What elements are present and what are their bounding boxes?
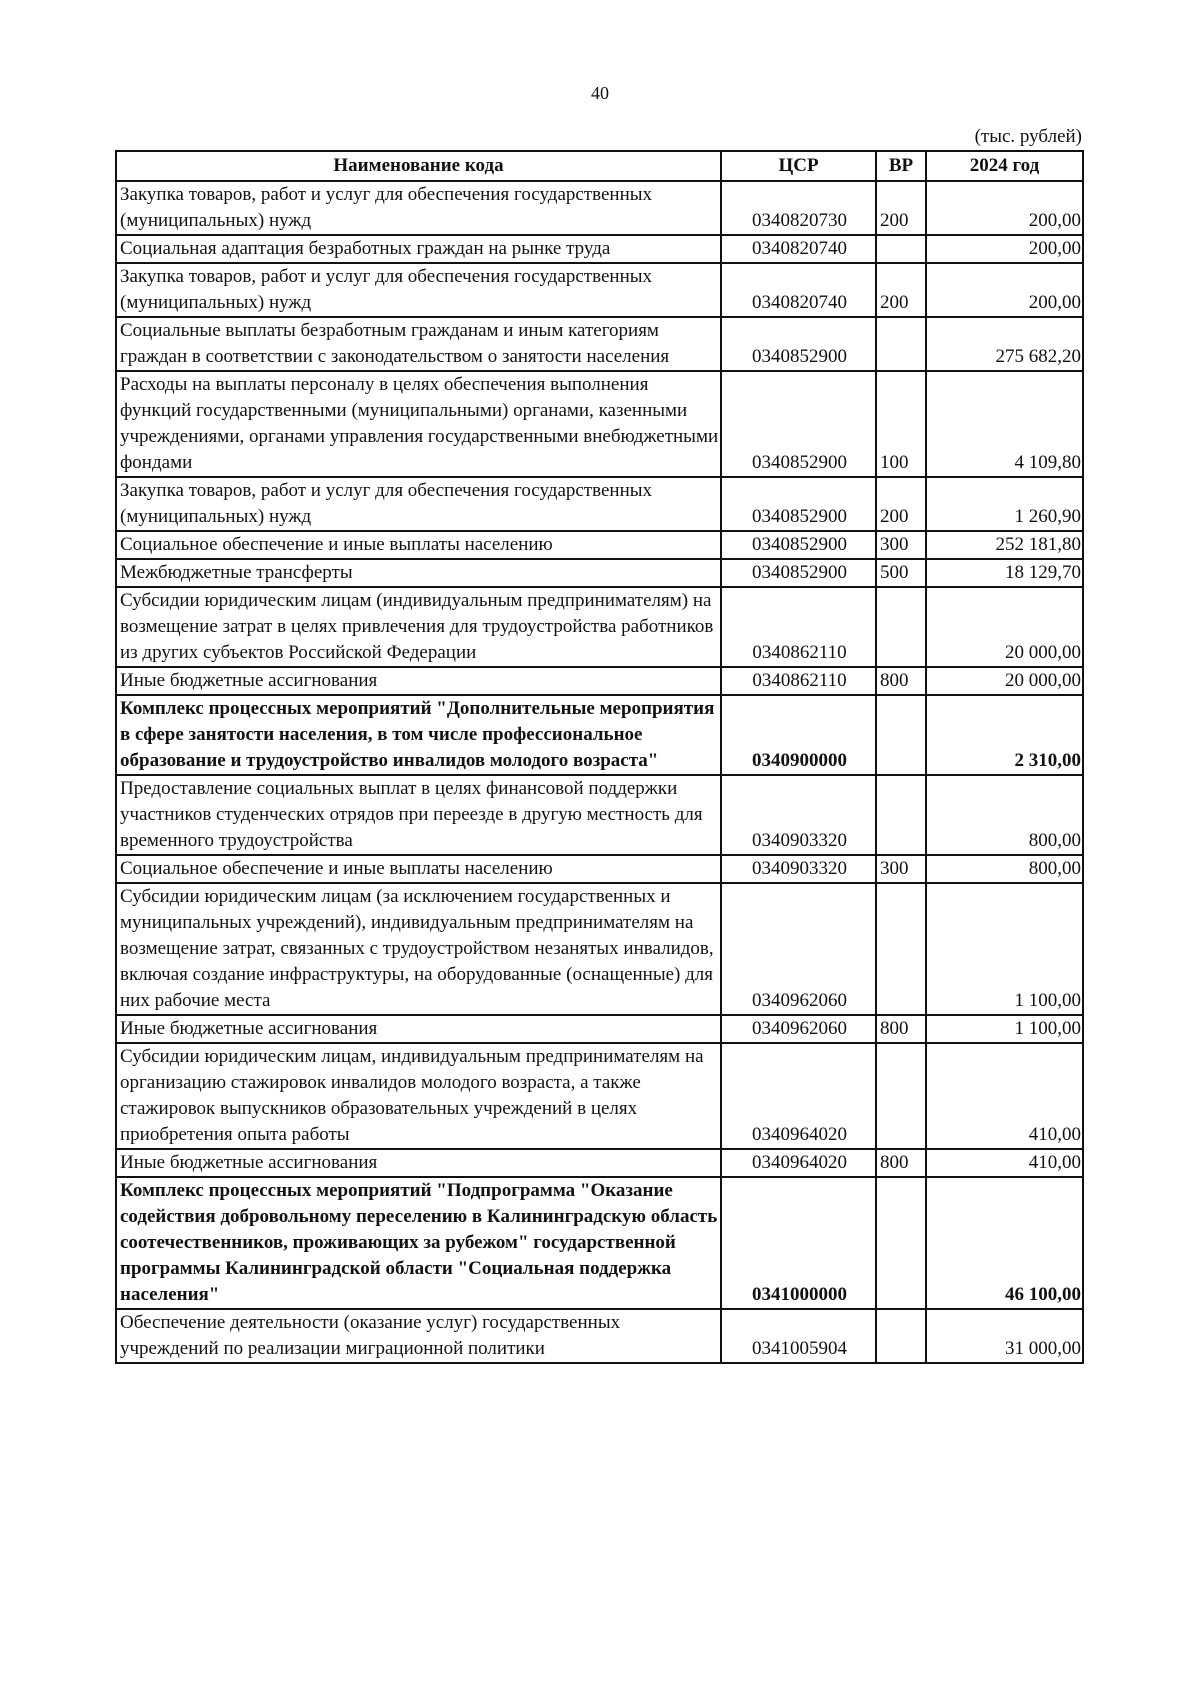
cell-csr: 0340852900 [721,531,876,559]
cell-name: Субсидии юридическим лицам, индивидуальным предпринимателям на организацию стажировок инвалидов молодого возраста, а также стажировок выпускников образовательных учреждений в целях приобретения опыта работы [116,1043,721,1149]
page-number: 40 [591,83,609,103]
cell-sum: 1 100,00 [926,1015,1083,1043]
header-sum: 2024 год [926,151,1083,181]
cell-sum: 18 129,70 [926,559,1083,587]
table-row [116,1309,1083,1363]
table-row [116,531,1083,559]
cell-name: Субсидии юридическим лицам (за исключением государственных и муниципальных учреждений), индивидуальным предпринимателям на возмещение затрат, связанных с трудоустройством незанятых инвалидов, включая создание инфраструктуры, на оборудованные (оснащенные) для них рабочие места [116,883,721,1015]
units-label: (тыс. рублей) [974,126,1082,147]
table-header [116,151,1083,181]
cell-sum: 410,00 [926,1149,1083,1177]
cell-vr [876,775,926,855]
cell-vr: 200 [876,263,926,317]
cell-sum: 46 100,00 [926,1177,1083,1309]
cell-csr: 0340903320 [721,855,876,883]
cell-sum: 410,00 [926,1043,1083,1149]
header-vr: ВР [876,151,926,181]
cell-vr [876,1309,926,1363]
cell-csr: 0340852900 [721,559,876,587]
cell-csr: 0340900000 [721,695,876,775]
cell-vr [876,587,926,667]
cell-vr [876,695,926,775]
cell-csr: 0340852900 [721,477,876,531]
cell-vr [876,1177,926,1309]
cell-csr: 0340852900 [721,371,876,477]
cell-csr: 0341005904 [721,1309,876,1363]
cell-csr: 0340820730 [721,181,876,235]
cell-name: Закупка товаров, работ и услуг для обеспечения государственных (муниципальных) нужд [116,181,721,235]
cell-name: Социальное обеспечение и иные выплаты населению [116,855,721,883]
budget-table [115,150,1084,1364]
header-name: Наименование кода [116,151,721,181]
cell-vr: 800 [876,1149,926,1177]
cell-vr [876,1043,926,1149]
cell-vr [876,883,926,1015]
cell-csr: 0340862110 [721,587,876,667]
cell-sum: 200,00 [926,235,1083,263]
table-row [116,371,1083,477]
cell-csr: 0340820740 [721,263,876,317]
table-row [116,1043,1083,1149]
table-row [116,317,1083,371]
cell-csr: 0340862110 [721,667,876,695]
table-row [116,1015,1083,1043]
cell-csr: 0340903320 [721,775,876,855]
cell-name: Комплекс процессных мероприятий "Подпрограмма "Оказание содействия добровольному переселению в Калининградскую область соотечественников, проживающих за рубежом" государственной программы Калининградской области "Социальная поддержка населения" [116,1177,721,1309]
table-row [116,883,1083,1015]
table-row [116,263,1083,317]
cell-csr: 0340964020 [721,1043,876,1149]
cell-sum: 252 181,80 [926,531,1083,559]
cell-name: Иные бюджетные ассигнования [116,667,721,695]
table-row [116,1177,1083,1309]
cell-csr: 0341000000 [721,1177,876,1309]
cell-name: Социальные выплаты безработным гражданам и иным категориям граждан в соответствии с законодательством о занятости населения [116,317,721,371]
cell-sum: 200,00 [926,181,1083,235]
cell-sum: 800,00 [926,775,1083,855]
cell-name: Обеспечение деятельности (оказание услуг) государственных учреждений по реализации миграционной политики [116,1309,721,1363]
table-body [116,181,1083,1363]
cell-name: Закупка товаров, работ и услуг для обеспечения государственных (муниципальных) нужд [116,263,721,317]
table-row [116,695,1083,775]
cell-csr: 0340962060 [721,1015,876,1043]
table-row [116,477,1083,531]
cell-csr: 0340962060 [721,883,876,1015]
header-row [116,151,1083,181]
cell-csr: 0340964020 [721,1149,876,1177]
cell-sum: 4 109,80 [926,371,1083,477]
cell-sum: 1 100,00 [926,883,1083,1015]
table-row [116,587,1083,667]
cell-name: Иные бюджетные ассигнования [116,1015,721,1043]
cell-name: Комплекс процессных мероприятий "Дополнительные мероприятия в сфере занятости населения, в том числе профессиональное образование и трудоустройство инвалидов молодого возраста" [116,695,721,775]
cell-name: Социальная адаптация безработных граждан на рынке труда [116,235,721,263]
cell-vr: 800 [876,1015,926,1043]
cell-csr: 0340852900 [721,317,876,371]
table-row [116,235,1083,263]
cell-vr: 500 [876,559,926,587]
cell-name: Закупка товаров, работ и услуг для обеспечения государственных (муниципальных) нужд [116,477,721,531]
cell-sum: 20 000,00 [926,587,1083,667]
cell-sum: 200,00 [926,263,1083,317]
cell-name: Субсидии юридическим лицам (индивидуальным предпринимателям) на возмещение затрат в целях привлечения для трудоустройства работников из других субъектов Российской Федерации [116,587,721,667]
cell-name: Межбюджетные трансферты [116,559,721,587]
cell-sum: 2 310,00 [926,695,1083,775]
cell-vr [876,235,926,263]
table-row [116,667,1083,695]
table-row [116,559,1083,587]
cell-vr: 800 [876,667,926,695]
cell-name: Социальное обеспечение и иные выплаты населению [116,531,721,559]
cell-vr: 200 [876,181,926,235]
header-csr: ЦСР [721,151,876,181]
table-row [116,775,1083,855]
cell-vr: 300 [876,855,926,883]
cell-sum: 1 260,90 [926,477,1083,531]
cell-sum: 275 682,20 [926,317,1083,371]
cell-sum: 31 000,00 [926,1309,1083,1363]
table-row [116,855,1083,883]
cell-name: Предоставление социальных выплат в целях финансовой поддержки участников студенческих отрядов при переезде в другую местность для временного трудоустройства [116,775,721,855]
table-row [116,181,1083,235]
cell-vr: 200 [876,477,926,531]
cell-csr: 0340820740 [721,235,876,263]
cell-vr [876,317,926,371]
cell-name: Иные бюджетные ассигнования [116,1149,721,1177]
cell-vr: 100 [876,371,926,477]
cell-sum: 800,00 [926,855,1083,883]
table-row [116,1149,1083,1177]
cell-sum: 20 000,00 [926,667,1083,695]
cell-vr: 300 [876,531,926,559]
cell-name: Расходы на выплаты персоналу в целях обеспечения выполнения функций государственными (муниципальными) органами, казенными учреждениями, органами управления государственными внебюджетными фондами [116,371,721,477]
